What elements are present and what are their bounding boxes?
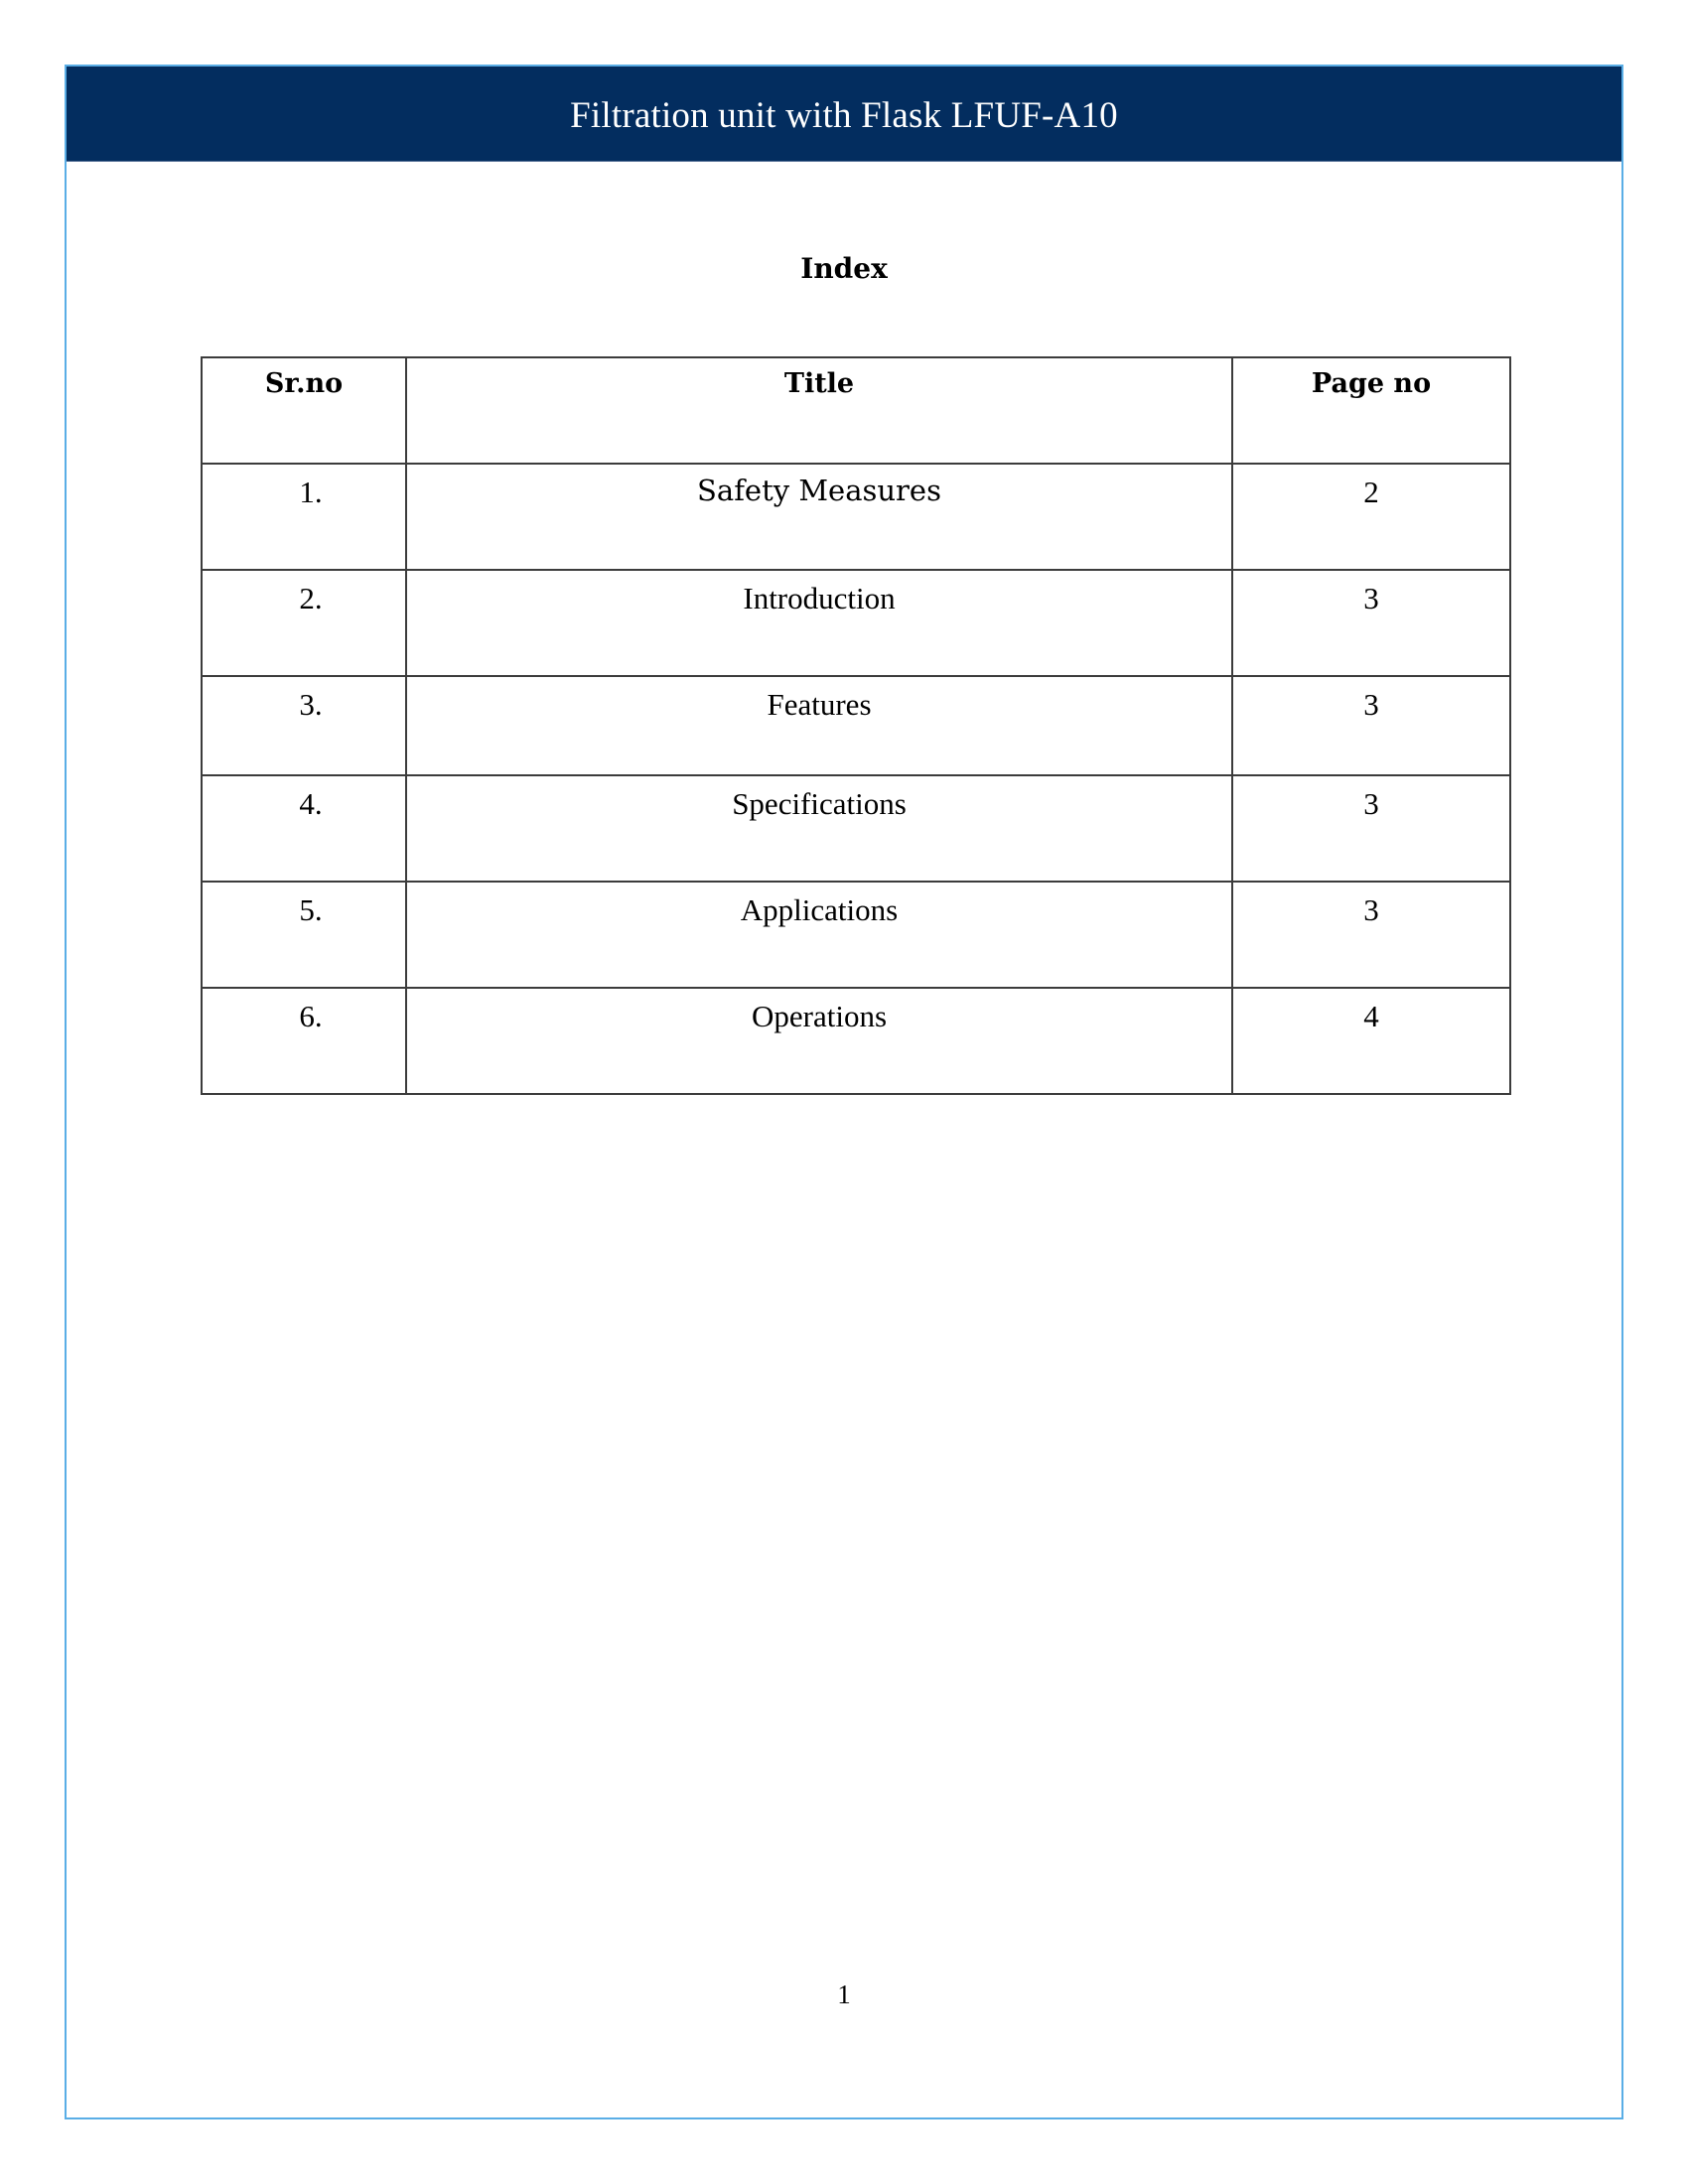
sr-no-cell: 5.	[202, 882, 406, 988]
page-number: 1	[837, 1979, 851, 2009]
page-no-cell: 3	[1232, 570, 1510, 676]
title-cell: Operations	[406, 988, 1232, 1094]
document-header	[67, 67, 1621, 162]
table-row	[202, 988, 1510, 1094]
sr-no-cell: 2.	[202, 570, 406, 676]
page-no-cell: 4	[1232, 988, 1510, 1094]
title-cell: Specifications	[406, 775, 1232, 882]
table-row	[202, 570, 1510, 676]
table-row	[202, 464, 1510, 570]
sr-no-cell: 1.	[202, 464, 406, 570]
page-frame	[65, 65, 1623, 2119]
index-table	[201, 356, 1511, 1095]
column-header-page-no: Page no	[1232, 357, 1510, 464]
sr-no-cell: 6.	[202, 988, 406, 1094]
index-heading: Index	[800, 252, 888, 285]
column-header-sr-no: Sr.no	[202, 357, 406, 464]
title-cell: Introduction	[406, 570, 1232, 676]
document-title: Filtration unit with Flask LFUF-A10	[570, 95, 1118, 136]
column-header-title: Title	[406, 357, 1232, 464]
title-cell: Applications	[406, 882, 1232, 988]
sr-no-cell: 3.	[202, 676, 406, 775]
page-no-cell: 3	[1232, 882, 1510, 988]
page-no-cell: 2	[1232, 464, 1510, 570]
title-cell: Features	[406, 676, 1232, 775]
table-row	[202, 676, 1510, 775]
table-row	[202, 882, 1510, 988]
page-no-cell: 3	[1232, 676, 1510, 775]
table-row	[202, 775, 1510, 882]
table-header-row	[202, 357, 1510, 464]
page-no-cell: 3	[1232, 775, 1510, 882]
sr-no-cell: 4.	[202, 775, 406, 882]
title-cell: Safety Measures	[406, 464, 1232, 570]
